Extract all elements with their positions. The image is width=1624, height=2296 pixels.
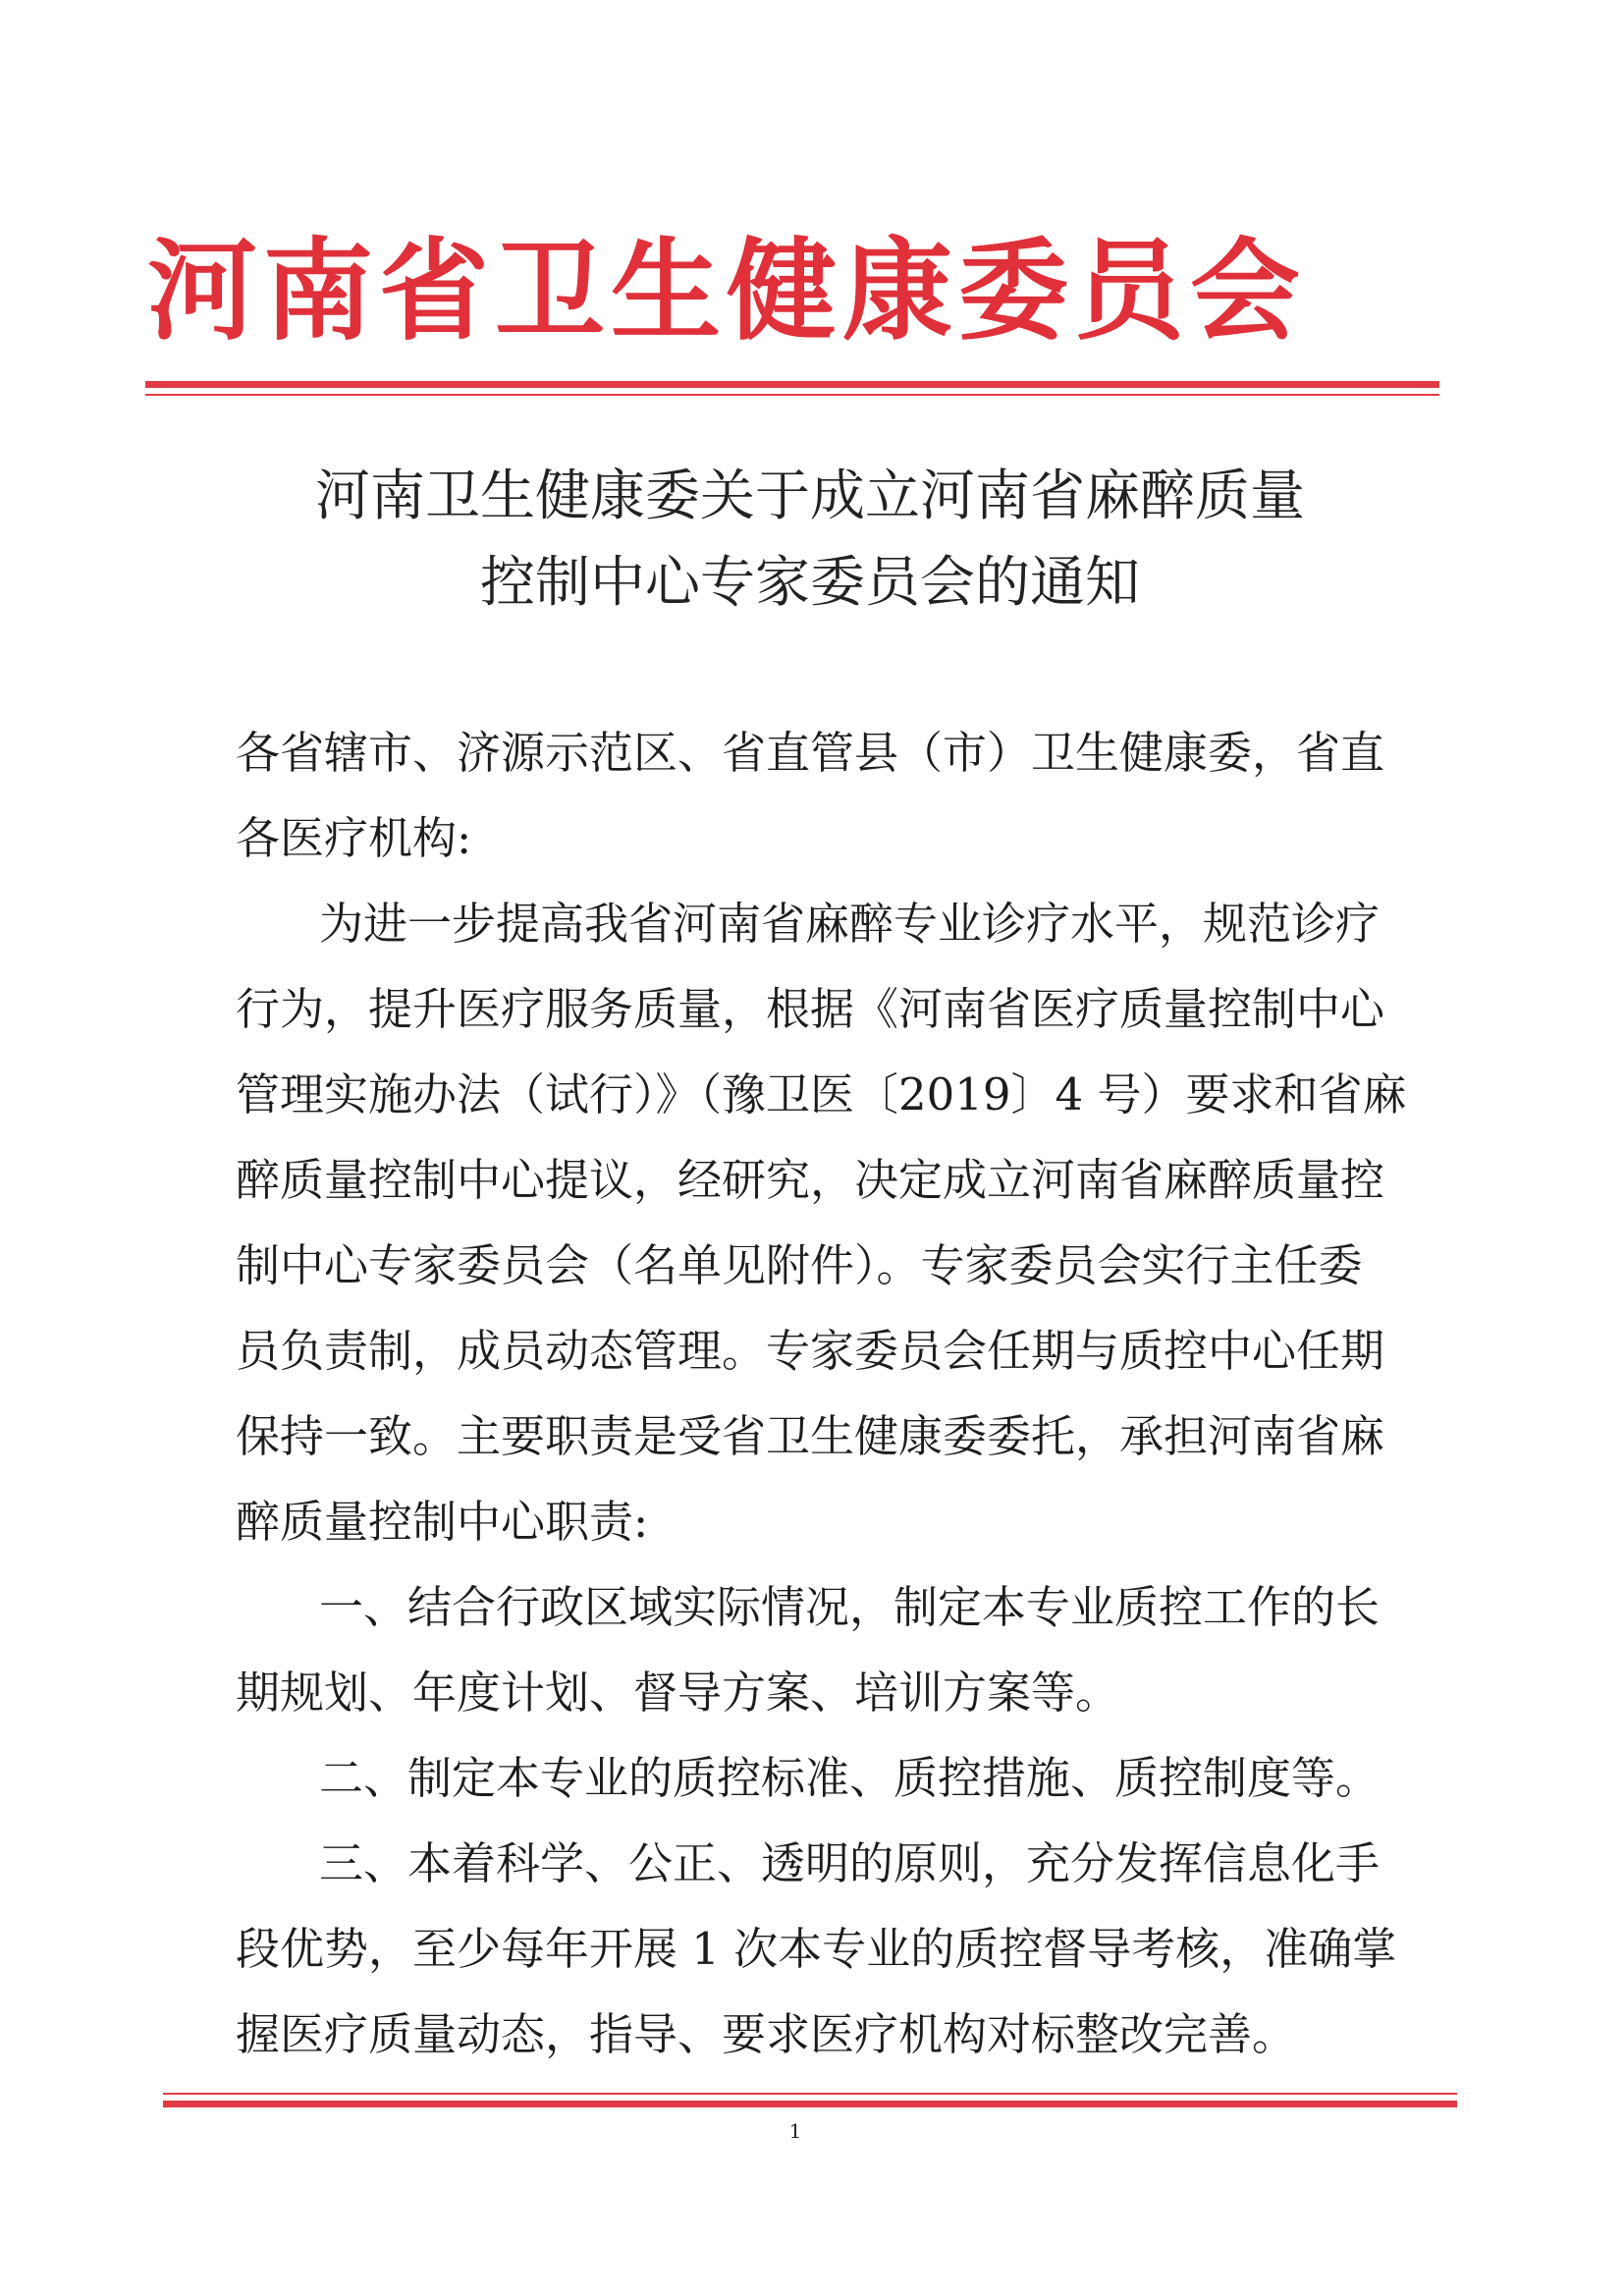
body-line-2: 各医疗机构: — [236, 812, 472, 864]
body-line-4: 行为，提升医疗服务质量，根据《河南省医疗质量控制中心 — [236, 983, 1385, 1035]
body-line-7: 制中心专家委员会（名单见附件）。专家委员会实行主任委 — [236, 1239, 1363, 1291]
letterhead-divider-thin — [145, 394, 1439, 396]
body-line-15: 段优势，至少每年开展 1 次本专业的质控督导考核，准确掌 — [236, 1923, 1397, 1975]
body-line-5: 管理实施办法（试行）》（豫卫医〔2019〕4 号）要求和省麻 — [236, 1068, 1407, 1121]
body-line-3: 为进一步提高我省河南省麻醉专业诊疗水平，规范诊疗 — [319, 898, 1380, 950]
body-line-9: 保持一致。主要职责是受省卫生健康委委托，承担河南省麻 — [236, 1410, 1385, 1462]
page-number: 1 — [788, 2119, 802, 2143]
body-line-6: 醉质量控制中心提议，经研究，决定成立河南省麻醉质量控 — [236, 1154, 1385, 1206]
body-line-14: 三、本着科学、公正、透明的原则，充分发挥信息化手 — [319, 1837, 1380, 1889]
footer-divider-thick — [163, 2101, 1457, 2107]
footer-divider-thin — [163, 2093, 1457, 2095]
body-line-13: 二、制定本专业的质控标准、质控措施、质控制度等。 — [319, 1752, 1380, 1804]
body-line-10: 醉质量控制中心职责: — [236, 1496, 649, 1548]
letterhead-divider-thick — [145, 381, 1439, 388]
body-line-8: 员负责制，成员动态管理。专家委员会任期与质控中心任期 — [236, 1325, 1385, 1377]
body-line-12: 期规划、年度计划、督导方案、培训方案等。 — [236, 1667, 1120, 1719]
document-title-line-2: 控制中心专家委员会的通知 — [480, 551, 1140, 615]
body-line-11: 一、结合行政区域实际情况，制定本专业质控工作的长 — [319, 1581, 1380, 1633]
body-line-1: 各省辖市、济源示范区、省直管县（市）卫生健康委，省直 — [236, 727, 1385, 779]
document-title-line-1: 河南卫生健康委关于成立河南省麻醉质量 — [315, 465, 1305, 528]
letterhead-org-name: 河南省卫生健康委员会 — [147, 227, 1306, 355]
body-line-16: 握医疗质量动态，指导、要求医疗机构对标整改完善。 — [236, 2008, 1297, 2060]
